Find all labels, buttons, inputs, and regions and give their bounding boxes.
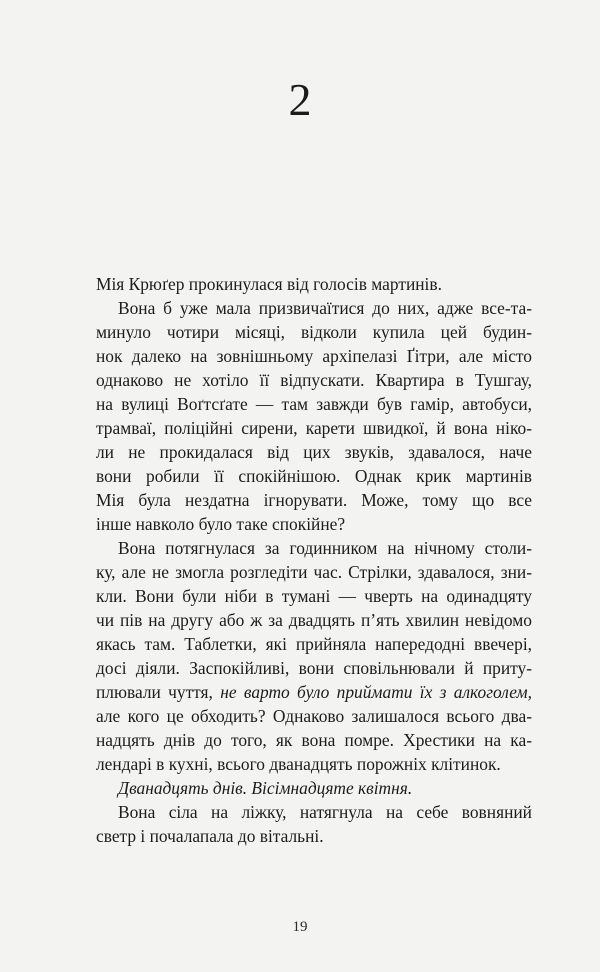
text-line: але кого це обходить? Однаково залишалося всього два- (96, 706, 532, 726)
text-line: нок далеко на зовнішньому архіпелазі Ґітри, але місто (96, 346, 532, 366)
text-line: Мія була нездатна ігнорувати. Може, тому що все (96, 490, 532, 510)
text-line: якась там. Таблетки, які прийняла напередодні ввечері, (96, 634, 532, 654)
text-line: Вона б уже мала призвичаїтися до них, адже все-та- (118, 298, 532, 318)
text-segment: плювали чуття, (96, 682, 213, 702)
italic-segment: не варто було приймати їх з алкоголем, (220, 682, 532, 702)
text-line: кли. Вони були ніби в тумані — чверть на одинадцяту (96, 586, 532, 606)
text-line: светр і почалапала до вітальні. (96, 826, 324, 846)
text-line: Вона потягнулася за годинником на нічному столи- (118, 538, 532, 558)
chapter-number: 2 (288, 74, 312, 125)
text-line: вони робили її спокійнішою. Однак крик мартинів (96, 466, 532, 486)
text-line: ку, але не змогла розгледіти час. Стрілки, здавалося, зни- (96, 562, 532, 582)
text-line: чи пів на другу або ж за двадцять п’ять хвилин невідомо (96, 610, 532, 630)
text-line: Мія Крюґер прокинулася від голосів мартинів. (96, 274, 442, 294)
chapter-text (96, 272, 532, 848)
text-line (96, 776, 532, 800)
text-line: ли не прокидалася від цих звуків, здавалося, наче (96, 442, 532, 462)
text-line: на вулиці Воґтсґате — там завжди був гамір, автобуси, (96, 394, 532, 414)
text-line: Вона сіла на ліжку, натягнула на себе вовняний (118, 802, 532, 822)
text-line: минуло чотири місяці, відколи купила цей будин- (96, 322, 532, 342)
text-line: трамваї, поліційні сирени, карети швидкої, й вона ніко- (96, 418, 532, 438)
text-line (96, 680, 532, 704)
text-line: лендарі в кухні, всього дванадцять порожніх клітинок. (96, 754, 501, 774)
text-line: досі діяли. Заспокійливі, вони сповільнювали й приту- (96, 658, 532, 678)
page-number: 19 (292, 919, 308, 935)
text-line: однаково не хотіло її відпускати. Квартира в Тушгау, (96, 370, 532, 390)
text-line: інше навколо було таке спокійне? (96, 514, 346, 534)
text-line: надцять днів до того, як вона помре. Хрестики на ка- (96, 730, 532, 750)
italic-segment: Дванадцять днів. Вісімнадцяте квітня. (118, 778, 413, 798)
